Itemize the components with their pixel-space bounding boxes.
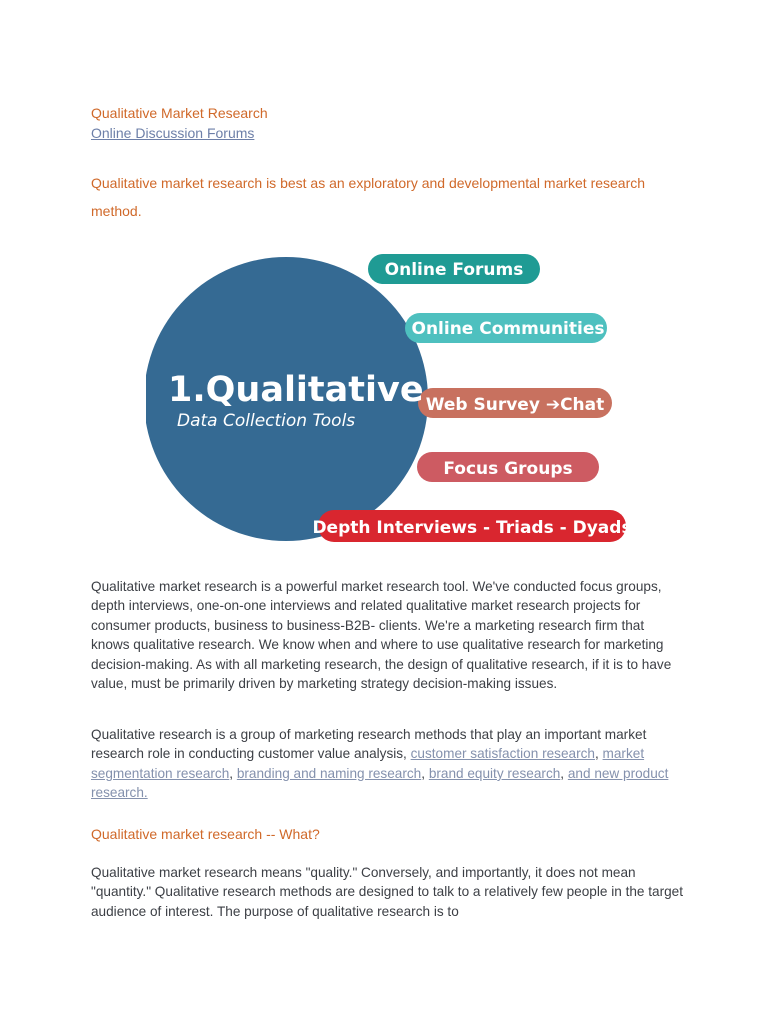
branding-and-naming-research-link[interactable]: branding and naming research bbox=[236, 765, 422, 781]
customer-satisfaction-research-link[interactable]: customer satisfaction research bbox=[410, 746, 595, 762]
pill-focus-groups-label: Focus Groups bbox=[443, 459, 573, 479]
intro-text: Qualitative market research is best as an exploratory and developmental market research method. bbox=[91, 175, 646, 219]
pill-online-forums-label: Online Forums bbox=[384, 260, 524, 280]
subheading-what: Qualitative market research -- What? bbox=[91, 826, 320, 842]
separator: , bbox=[229, 765, 237, 781]
brand-equity-research-link[interactable]: brand equity research bbox=[428, 765, 561, 781]
circle-subtitle: Data Collection Tools bbox=[177, 411, 356, 431]
circle-title: 1.Qualitative bbox=[168, 370, 424, 410]
page-title: Qualitative Market Research bbox=[91, 105, 268, 121]
paragraph-one: Qualitative market research is a powerful market research tool. We've conducted focus groups, depth interviews, one-on-one interviews and related qualitative market research projects for consumer products, business to business-B2B- clients. We're a marketing research firm that knows qualitative research. We know when and where to use qualitative research for marketing decision-making. As with all marketing research, the design of qualitative research, if it is to have value, must be primarily driven by marketing strategy decision-making issues. bbox=[91, 579, 672, 692]
paragraph-three: Qualitative market research means "quality." Conversely, and importantly, it does not mean "quantity." Qualitative research methods are designed to talk to a relatively few people in the target audience of interest. The purpose of qualitative research is to bbox=[91, 865, 683, 919]
pill-web-survey-chat bbox=[418, 388, 612, 418]
pill-online-communities-label: Online Communities bbox=[411, 319, 605, 339]
separator: , bbox=[421, 765, 429, 781]
separator: , bbox=[594, 746, 603, 762]
market-segmentation-research-link[interactable]: market segmentation research bbox=[91, 746, 645, 781]
paragraph-two bbox=[91, 725, 686, 803]
paragraph-two-text: Qualitative research is a group of marketing research methods that play an important market research role in conducting customer value analysis, bbox=[91, 727, 647, 762]
diagram-svg bbox=[146, 246, 636, 556]
new-product-research-link[interactable]: and new product research. bbox=[91, 765, 669, 801]
separator: , bbox=[560, 765, 568, 781]
online-discussion-forums-link[interactable]: Online Discussion Forums bbox=[91, 125, 255, 141]
pill-focus-groups bbox=[417, 452, 599, 482]
pill-online-forums bbox=[368, 254, 540, 284]
pill-online-communities bbox=[405, 313, 607, 343]
pill-depth-interviews bbox=[312, 510, 631, 542]
qualitative-tools-diagram bbox=[146, 246, 636, 556]
pill-web-survey-chat-label: Web Survey ➔Chat bbox=[425, 395, 605, 415]
pill-depth-interviews-label: Depth Interviews - Triads - Dyads bbox=[312, 518, 632, 538]
